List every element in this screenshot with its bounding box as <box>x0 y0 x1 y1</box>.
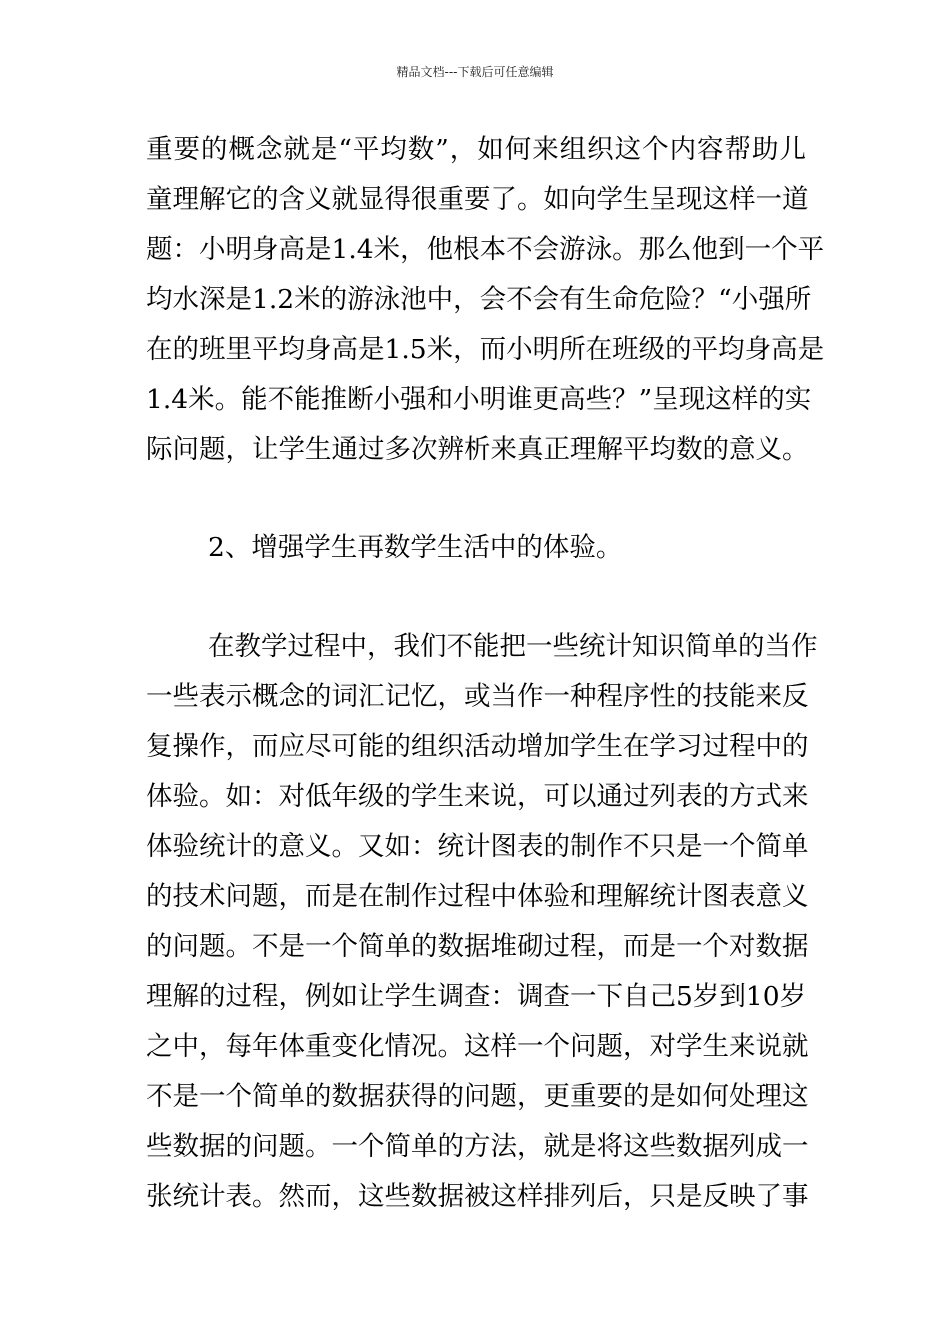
paragraph-line: 理解的过程，例如让学生调查：调查一下自己5岁到10岁 <box>146 981 807 1012</box>
paragraph-line: 不是一个简单的数据获得的问题，更重要的是如何处理这 <box>146 1081 809 1112</box>
paragraph-line: 体验。如：对低年级的学生来说，可以通过列表的方式来 <box>146 781 809 812</box>
paragraph-line: 在的班里平均身高是1.5米，而小明所在班级的平均身高是 <box>146 334 825 365</box>
paragraph-line: 题：小明身高是1.4米，他根本不会游泳。那么他到一个平 <box>146 234 825 265</box>
paragraph-line: 一些表示概念的词汇记忆，或当作一种程序性的技能来反 <box>146 681 809 712</box>
paragraph-line: 1.4米。能不能推断小强和小明谁更高些？”呈现这样的实 <box>146 384 812 415</box>
paragraph-line: 些数据的问题。一个简单的方法，就是将这些数据列成一 <box>146 1131 809 1162</box>
paragraph-line: 之中，每年体重变化情况。这样一个问题，对学生来说就 <box>146 1031 809 1062</box>
paragraph-line: 的技术问题，而是在制作过程中体验和理解统计图表意义 <box>146 881 809 912</box>
paragraph-line: 均水深是1.2米的游泳池中，会不会有生命危险？“小强所 <box>146 284 812 315</box>
paragraph-line: 重要的概念就是“平均数”，如何来组织这个内容帮助儿 <box>146 134 806 165</box>
paragraph-line: 际问题，让学生通过多次辨析来真正理解平均数的意义。 <box>146 434 809 465</box>
paragraph-line: 童理解它的含义就显得很重要了。如向学生呈现这样一道 <box>146 184 809 215</box>
paragraph-line: 体验统计的意义。又如：统计图表的制作不只是一个简单 <box>146 831 809 862</box>
section-heading: 2、增强学生再数学生活中的体验。 <box>208 532 623 563</box>
paragraph-line: 在教学过程中，我们不能把一些统计知识简单的当作 <box>208 631 818 662</box>
paragraph-line: 复操作，而应尽可能的组织活动增加学生在学习过程中的 <box>146 731 809 762</box>
page-header: 精品文档---下载后可任意编辑 <box>396 65 554 79</box>
paragraph-line: 张统计表。然而，这些数据被这样排列后，只是反映了事 <box>146 1181 809 1212</box>
paragraph-line: 的问题。不是一个简单的数据堆砌过程，而是一个对数据 <box>146 931 809 962</box>
